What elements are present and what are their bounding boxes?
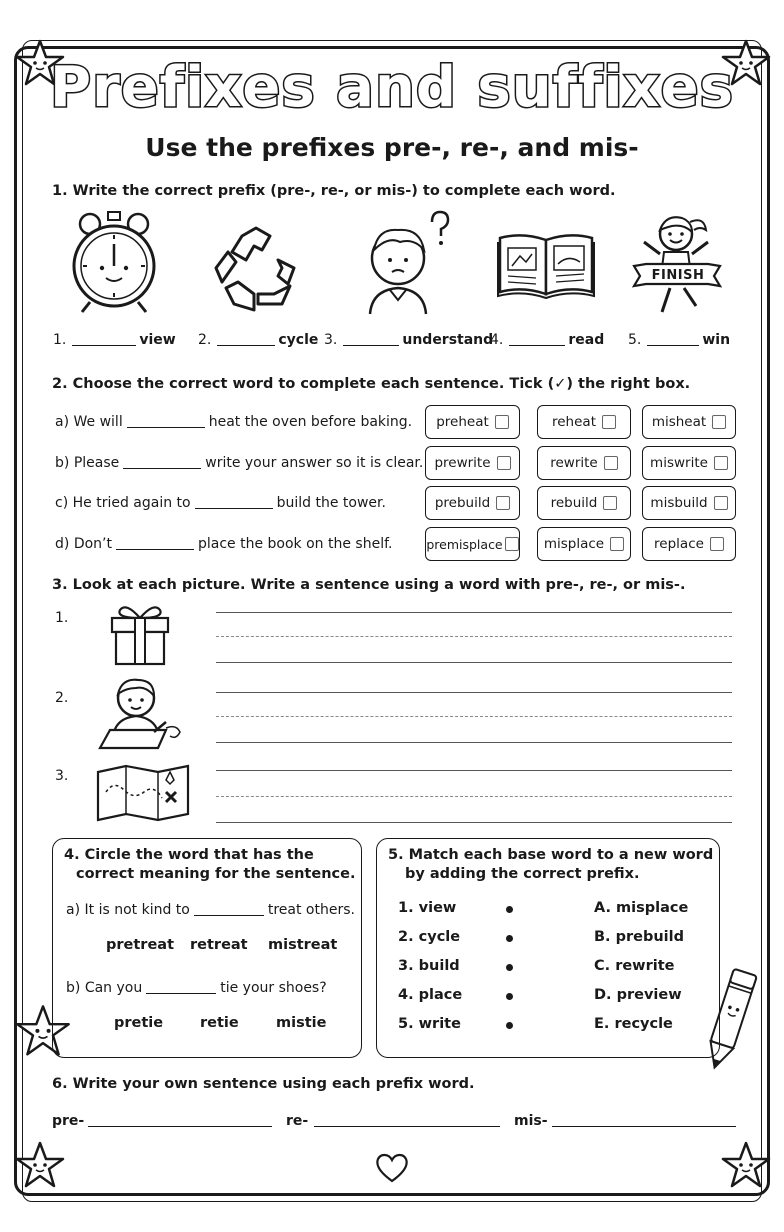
item-number: 2.	[198, 332, 212, 348]
answer-line[interactable]	[88, 1126, 272, 1127]
option-prebuild[interactable]: prebuild	[425, 486, 520, 520]
item-number: 1.	[55, 610, 69, 626]
option-replace[interactable]: replace	[642, 527, 736, 561]
recycle-icon	[208, 224, 304, 312]
section4-sentence-a: a) It is not kind to treat others.	[66, 902, 355, 918]
page-title: Prefixes and suffixes	[50, 55, 734, 120]
match-right-item[interactable]: E. recycle	[594, 1016, 673, 1032]
writing-line[interactable]	[216, 636, 732, 637]
prefix-re-line: re-	[286, 1113, 500, 1129]
match-dot[interactable]	[506, 935, 513, 942]
open-book-icon	[496, 230, 596, 300]
writing-line[interactable]	[216, 770, 732, 771]
choice-mistreat[interactable]: mistreat	[268, 937, 338, 953]
match-left-item[interactable]: 1. view	[398, 900, 457, 916]
answer-blank[interactable]	[116, 549, 194, 550]
option-reheat[interactable]: reheat	[537, 405, 631, 439]
choice-pretreat[interactable]: pretreat	[106, 937, 174, 953]
checkbox[interactable]	[497, 456, 511, 470]
match-left-item[interactable]: 2. cycle	[398, 929, 461, 945]
base-word: view	[139, 332, 176, 348]
checkbox[interactable]	[610, 537, 624, 551]
checkbox[interactable]	[603, 496, 617, 510]
option-premisplace[interactable]: premisplace	[425, 527, 520, 561]
section5-heading-line2: by adding the correct prefix.	[405, 866, 640, 882]
writing-line[interactable]	[216, 692, 732, 693]
answer-blank[interactable]	[343, 345, 399, 346]
section3-heading: 3. Look at each picture. Write a sentence using a word with pre-, re-, or mis-.	[52, 577, 686, 593]
option-miswrite[interactable]: miswrite	[642, 446, 736, 480]
checkbox[interactable]	[496, 496, 510, 510]
answer-blank[interactable]	[127, 427, 205, 428]
match-right-item[interactable]: A. misplace	[594, 900, 689, 916]
section4-heading: 4. Circle the word that has the	[64, 847, 314, 863]
item-number: 1.	[53, 332, 67, 348]
writing-line[interactable]	[216, 822, 732, 823]
answer-blank[interactable]	[146, 993, 216, 994]
writing-line[interactable]	[216, 742, 732, 743]
base-word: cycle	[278, 332, 319, 348]
word-blank-4[interactable]	[490, 332, 604, 348]
section6-heading: 6. Write your own sentence using each prefix word.	[52, 1076, 475, 1092]
answer-blank[interactable]	[72, 345, 136, 346]
answer-line[interactable]	[552, 1126, 736, 1127]
answer-blank[interactable]	[195, 508, 273, 509]
word-blank-3[interactable]	[324, 332, 493, 348]
section1-heading: 1. Write the correct prefix (pre-, re-, or mis-) to complete each word.	[52, 183, 616, 199]
answer-blank[interactable]	[509, 345, 565, 346]
finish-girl-icon	[632, 208, 722, 322]
answer-blank[interactable]	[647, 345, 699, 346]
checkbox[interactable]	[495, 415, 509, 429]
sentence-a: a) We will heat the oven before baking.	[55, 414, 413, 430]
sentence-c: c) He tried again to build the tower.	[55, 495, 386, 511]
writing-line[interactable]	[216, 612, 732, 613]
gift-box-icon	[106, 600, 174, 666]
base-word: read	[568, 332, 605, 348]
option-prewrite[interactable]: prewrite	[425, 446, 520, 480]
checkbox[interactable]	[714, 456, 728, 470]
sentence-d: d) Don’t place the book on the shelf.	[55, 536, 393, 552]
match-right-item[interactable]: D. preview	[594, 987, 682, 1003]
item-number: 2.	[55, 690, 69, 706]
star-icon	[14, 1140, 66, 1192]
option-misplace[interactable]: misplace	[537, 527, 631, 561]
word-blank-2[interactable]	[198, 332, 318, 348]
item-number: 3.	[55, 768, 69, 784]
writing-line[interactable]	[216, 796, 732, 797]
answer-blank[interactable]	[123, 468, 201, 469]
section2-heading: 2. Choose the correct word to complete each sentence. Tick (✓) the right box.	[52, 376, 691, 392]
checkbox[interactable]	[602, 415, 616, 429]
word-blank-5[interactable]	[628, 332, 730, 348]
alarm-clock-icon	[68, 210, 160, 316]
choice-mistie[interactable]: mistie	[276, 1015, 327, 1031]
option-rewrite[interactable]: rewrite	[537, 446, 631, 480]
checkbox[interactable]	[505, 537, 519, 551]
treasure-map-icon	[94, 762, 192, 824]
answer-blank[interactable]	[194, 915, 264, 916]
section5-heading: 5. Match each base word to a new word	[388, 847, 714, 863]
checkbox[interactable]	[710, 537, 724, 551]
item-number: 5.	[628, 332, 642, 348]
item-number: 3.	[324, 332, 338, 348]
page-subtitle: Use the prefixes pre-, re-, and mis-	[145, 133, 639, 162]
boy-writing-icon	[96, 672, 186, 752]
match-dot[interactable]	[506, 993, 513, 1000]
section4-sentence-b: b) Can you tie your shoes?	[66, 980, 327, 996]
match-left-item[interactable]: 5. write	[398, 1016, 461, 1032]
base-word: win	[702, 332, 731, 348]
base-word: understand	[402, 332, 494, 348]
match-dot[interactable]	[506, 906, 513, 913]
writing-line[interactable]	[216, 662, 732, 663]
finish-banner-text: FINISH	[651, 268, 705, 283]
checkbox[interactable]	[604, 456, 618, 470]
match-dot[interactable]	[506, 1022, 513, 1029]
match-left-item[interactable]: 3. build	[398, 958, 460, 974]
checkbox[interactable]	[714, 496, 728, 510]
item-number: 4.	[490, 332, 504, 348]
prefix-mis-line: mis-	[514, 1113, 736, 1129]
word-blank-1[interactable]	[53, 332, 176, 348]
match-right-item[interactable]: C. rewrite	[594, 958, 675, 974]
choice-retreat[interactable]: retreat	[190, 937, 248, 953]
option-misheat[interactable]: misheat	[642, 405, 736, 439]
prefix-pre-line: pre-	[52, 1113, 272, 1129]
option-misbuild[interactable]: misbuild	[642, 486, 736, 520]
match-right-item[interactable]: B. prebuild	[594, 929, 684, 945]
match-left-item[interactable]: 4. place	[398, 987, 463, 1003]
answer-line[interactable]	[314, 1126, 500, 1127]
choice-pretie[interactable]: pretie	[114, 1015, 164, 1031]
option-preheat[interactable]: preheat	[425, 405, 520, 439]
option-rebuild[interactable]: rebuild	[537, 486, 631, 520]
section4-heading-line2: correct meaning for the sentence.	[76, 866, 356, 882]
writing-line[interactable]	[216, 716, 732, 717]
star-icon	[720, 1140, 772, 1192]
choice-retie[interactable]: retie	[200, 1015, 239, 1031]
answer-blank[interactable]	[217, 345, 275, 346]
checkbox[interactable]	[712, 415, 726, 429]
confused-boy-icon	[362, 210, 456, 316]
sentence-b: b) Please write your answer so it is clear.	[55, 455, 424, 471]
heart-icon	[374, 1152, 410, 1184]
match-dot[interactable]	[506, 964, 513, 971]
